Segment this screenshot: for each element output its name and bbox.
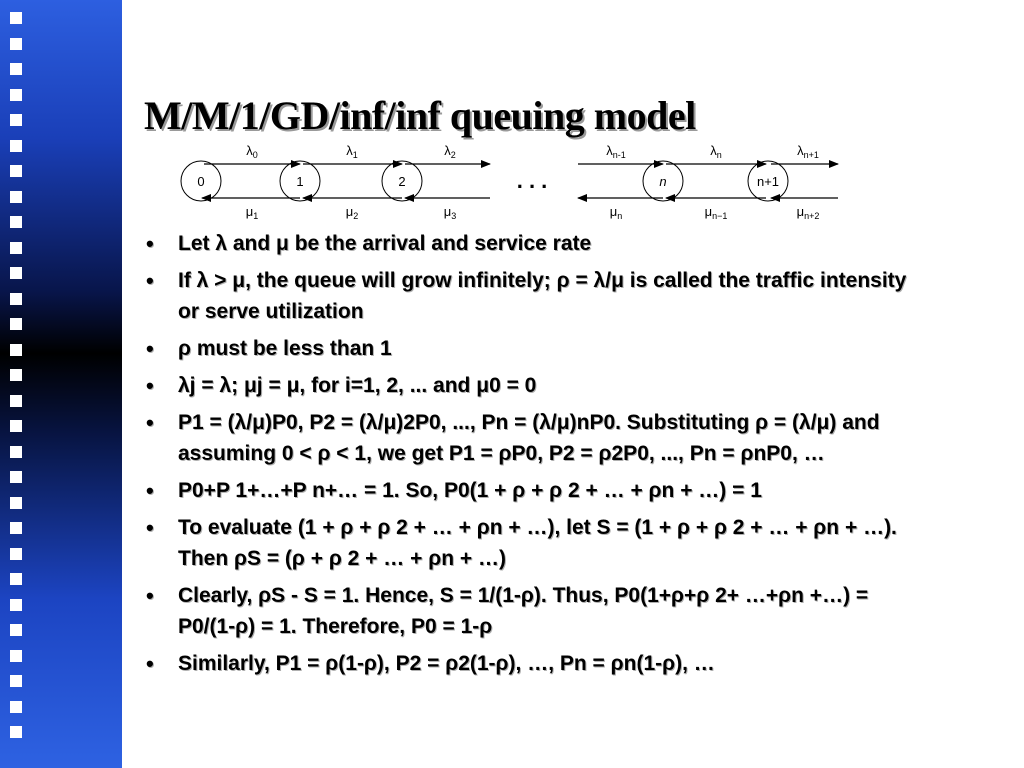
square-marker bbox=[10, 318, 22, 330]
square-marker bbox=[10, 420, 22, 432]
bullet-item bbox=[146, 475, 916, 506]
bullet-text: ρ must be less than 1 bbox=[178, 337, 392, 360]
square-marker bbox=[10, 497, 22, 509]
bullet-item bbox=[146, 512, 916, 574]
square-marker bbox=[10, 471, 22, 483]
bullet-icon: • bbox=[146, 336, 154, 361]
square-marker bbox=[10, 548, 22, 560]
state-label: n+1 bbox=[756, 174, 780, 189]
bullet-icon: • bbox=[146, 651, 154, 676]
square-marker bbox=[10, 650, 22, 662]
square-marker bbox=[10, 573, 22, 585]
square-marker bbox=[10, 344, 22, 356]
service-rate-label: $\mu_n$ bbox=[609, 204, 623, 221]
bullet-icon: • bbox=[146, 268, 154, 293]
service-rate-label: $\mu_3$ bbox=[443, 204, 457, 221]
square-marker bbox=[10, 140, 22, 152]
state-label: n bbox=[659, 174, 667, 189]
diagram-ellipsis: . . . bbox=[516, 168, 548, 193]
state-label: 0 bbox=[197, 174, 205, 189]
bullet-icon: • bbox=[146, 231, 154, 256]
bullet-item bbox=[146, 580, 916, 642]
bullet-text: If λ > μ, the queue will grow infinitely; ρ = λ/μ is called the traffic intensity or serve utilization bbox=[178, 269, 907, 323]
bullet-icon: • bbox=[146, 373, 154, 398]
square-column bbox=[10, 12, 24, 752]
square-marker bbox=[10, 701, 22, 713]
square-marker bbox=[10, 599, 22, 611]
bullet-text: P1 = (λ/μ)P0, P2 = (λ/μ)2P0, ..., Pn = (λ/μ)nP0. Substituting ρ = (λ/μ) and assuming 0 < ρ < 1, we get P1 = ρP0, P2 = ρ2P0, ..., Pn = ρnP0, … bbox=[178, 411, 880, 465]
bullet-text: Let λ and μ be the arrival and service rate bbox=[178, 232, 592, 255]
square-marker bbox=[10, 114, 22, 126]
bullet-icon: • bbox=[146, 583, 154, 608]
square-marker bbox=[10, 191, 22, 203]
bullet-icon: • bbox=[146, 410, 154, 435]
slide-title: M/M/1/GD/inf/inf queuing model bbox=[144, 93, 696, 138]
bullet-item bbox=[146, 407, 916, 469]
bullet-text: Similarly, P1 = ρ(1-ρ), P2 = ρ2(1-ρ), …, Pn = ρn(1-ρ), … bbox=[178, 652, 715, 675]
bullet-icon: • bbox=[146, 478, 154, 503]
service-rate-label: $\mu_{n+2}$ bbox=[796, 204, 820, 221]
square-marker bbox=[10, 726, 22, 738]
square-marker bbox=[10, 89, 22, 101]
arrival-rate-label: $\lambda_2$ bbox=[444, 143, 456, 160]
birth-death-diagram bbox=[170, 140, 840, 222]
square-marker bbox=[10, 165, 22, 177]
square-marker bbox=[10, 446, 22, 458]
square-marker bbox=[10, 522, 22, 534]
square-marker bbox=[10, 63, 22, 75]
bullet-text: λj = λ; μj = μ, for i=1, 2, ... and μ0 = 0 bbox=[178, 374, 537, 397]
arrival-rate-label: $\lambda_{n-1}$ bbox=[606, 143, 626, 160]
square-marker bbox=[10, 267, 22, 279]
square-marker bbox=[10, 395, 22, 407]
square-marker bbox=[10, 38, 22, 50]
state-label: 2 bbox=[398, 174, 406, 189]
arrival-rate-label: $\lambda_n$ bbox=[710, 143, 722, 160]
arrival-rate-label: $\lambda_{n+1}$ bbox=[797, 143, 819, 160]
bullet-item bbox=[146, 648, 916, 679]
bullet-icon: • bbox=[146, 515, 154, 540]
square-marker bbox=[10, 293, 22, 305]
bullet-item bbox=[146, 370, 916, 401]
arrival-rate-label: $\lambda_1$ bbox=[346, 143, 358, 160]
left-decorative-band bbox=[0, 0, 122, 768]
bullet-item bbox=[146, 265, 916, 327]
service-rate-label: $\mu_2$ bbox=[345, 204, 359, 221]
bullet-list bbox=[146, 228, 916, 685]
bullet-text: To evaluate (1 + ρ + ρ 2 + … + ρn + …), let S = (1 + ρ + ρ 2 + … + ρn + …). Then ρS = (ρ + ρ 2 + … + ρn + …) bbox=[178, 516, 897, 570]
square-marker bbox=[10, 675, 22, 687]
square-marker bbox=[10, 216, 22, 228]
square-marker bbox=[10, 369, 22, 381]
square-marker bbox=[10, 12, 22, 24]
bullet-item bbox=[146, 228, 916, 259]
state-label: 1 bbox=[296, 174, 304, 189]
square-marker bbox=[10, 242, 22, 254]
square-marker bbox=[10, 624, 22, 636]
service-rate-label: $\mu_{n-1}$ bbox=[704, 204, 728, 221]
bullet-item bbox=[146, 333, 916, 364]
arrival-rate-label: $\lambda_0$ bbox=[246, 143, 258, 160]
bullet-text: P0+P 1+…+P n+… = 1. So, P0(1 + ρ + ρ 2 + … + ρn + …) = 1 bbox=[178, 479, 762, 502]
service-rate-label: $\mu_1$ bbox=[245, 204, 259, 221]
bullet-text: Clearly, ρS - S = 1. Hence, S = 1/(1-ρ). Thus, P0(1+ρ+ρ 2+ …+ρn +…) = P0/(1-ρ) = 1. Therefore, P0 = 1-ρ bbox=[178, 584, 869, 638]
